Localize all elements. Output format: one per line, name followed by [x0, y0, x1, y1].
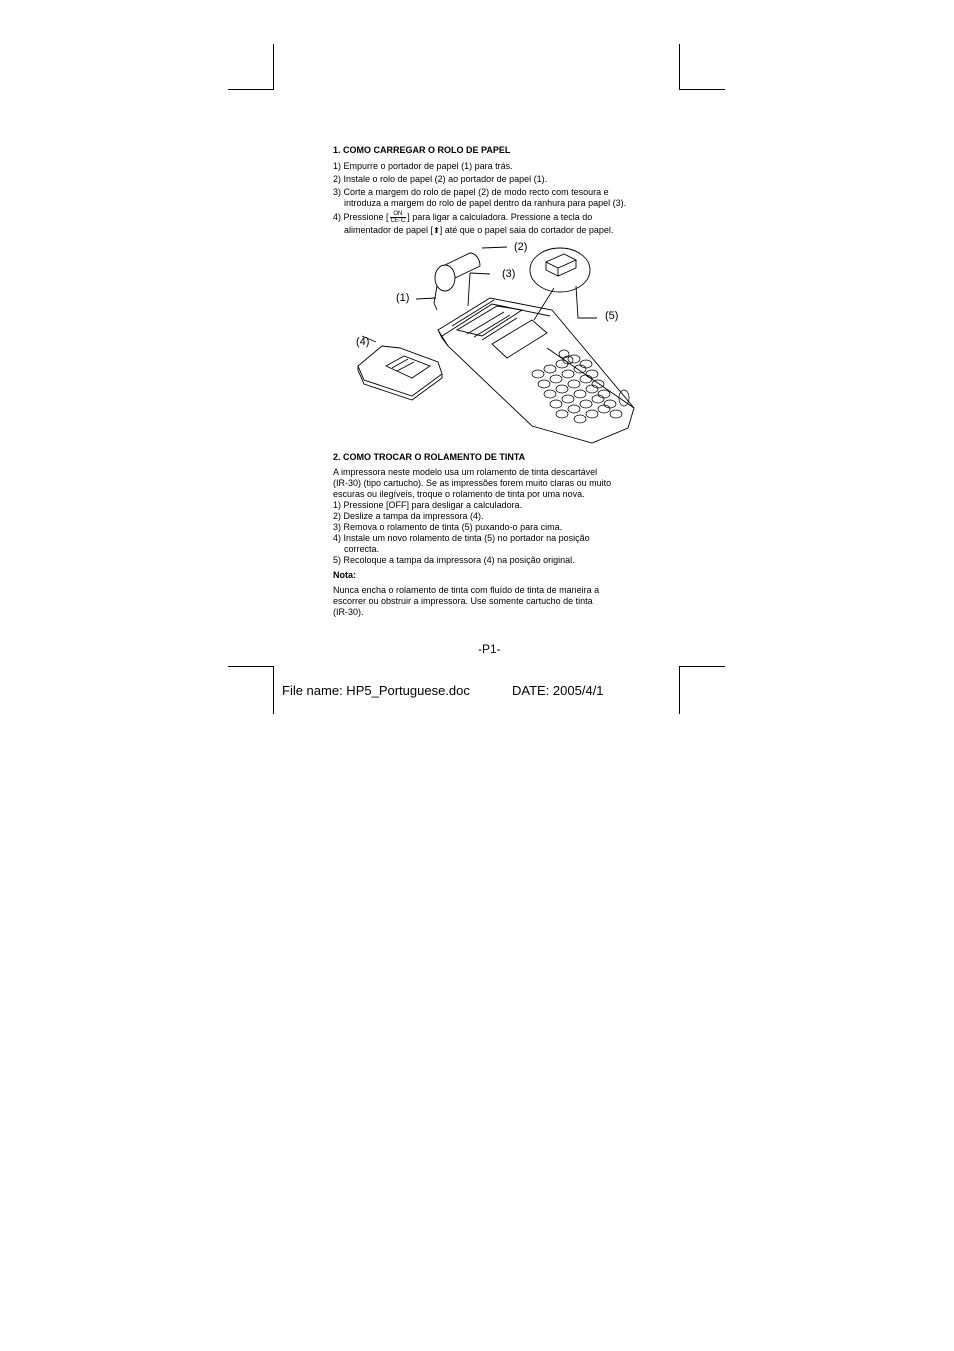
- note-line: Nunca encha o rolamento de tinta com fluído de tinta de maneira a: [333, 585, 600, 595]
- note-heading: Nota:: [333, 570, 356, 580]
- footer-file-name: File name: HP5_Portuguese.doc: [282, 683, 470, 698]
- callout-5: (5): [605, 310, 619, 322]
- crop-mark: [228, 89, 274, 90]
- step4-text-c: alimentador de papel [: [344, 225, 434, 235]
- note-line: escorrer ou obstruir a impressora. Use somente cartucho de tinta: [333, 596, 593, 606]
- step-item: 2) Deslize a tampa da impressora (4).: [333, 511, 484, 521]
- step-item: [333, 211, 592, 224]
- display-window: [492, 320, 547, 358]
- step-item: 1) Pressione [OFF] para desligar a calculadora.: [333, 500, 523, 510]
- key-cec-label: CE·C: [390, 218, 406, 224]
- ink-roller-zoom: [530, 248, 590, 292]
- keypad: [532, 350, 629, 423]
- step-item: 3) Corte a margem do rolo de papel (2) de modo recto com tesoura e: [333, 187, 609, 197]
- paper-roll-body: [445, 253, 480, 278]
- step-item: 1) Empurre o portador de papel (1) para trás.: [333, 161, 513, 171]
- step-item: 2) Instale o rolo de papel (2) ao portador de papel (1).: [333, 174, 548, 184]
- crop-mark: [273, 666, 274, 714]
- printer-cover: [358, 346, 442, 396]
- note-line: (IR-30).: [333, 607, 364, 617]
- footer-date: DATE: 2005/4/1: [512, 683, 604, 698]
- step-item-continued: [344, 225, 613, 236]
- crop-mark: [679, 89, 725, 90]
- key-on-label: ON: [390, 211, 407, 218]
- step4-text-d: ] até que o papel saia do cortador de papel.: [439, 225, 614, 235]
- paper-feed-icon: ⬆: [433, 226, 440, 235]
- intro-line: escuras ou ilegíveis, troque o rolamento de tinta por uma nova.: [333, 489, 585, 499]
- paper-roll-end: [435, 265, 455, 291]
- intro-line: (IR-30) (tipo cartucho). Se as impressões forem muito claras ou muito: [333, 478, 612, 488]
- intro-line: A impressora neste modelo usa um rolamento de tinta descartável: [333, 467, 598, 477]
- callout-1: (1): [396, 292, 410, 304]
- callout-2: (2): [514, 241, 528, 253]
- callout-line-5: [576, 286, 597, 318]
- on-ce-c-key: [390, 211, 407, 224]
- section2-heading: 2. COMO TROCAR O ROLAMENTO DE TINTA: [333, 452, 526, 462]
- crop-mark: [228, 666, 274, 667]
- callout-4: (4): [356, 336, 370, 348]
- step-item: 5) Recoloque a tampa da impressora (4) na posição original.: [333, 555, 575, 565]
- callout-3: (3): [502, 268, 516, 280]
- crop-mark: [679, 44, 680, 90]
- step-item-continued: introduza a margem do rolo de papel dentro da ranhura para papel (3).: [344, 198, 627, 208]
- step-item: 4) Instale um novo rolamento de tinta (5) no portador na posição: [333, 533, 590, 543]
- crop-mark: [679, 666, 680, 714]
- page-number: -P1-: [478, 642, 501, 656]
- step4-text-b: ] para ligar a calculadora. Pressione a tecla do: [407, 211, 593, 222]
- calculator-illustration: [342, 238, 642, 448]
- ink-roller-part: [546, 254, 576, 276]
- crop-mark: [273, 44, 274, 90]
- crop-mark: [679, 666, 725, 667]
- section1-heading: 1. COMO CARREGAR O ROLO DE PAPEL: [333, 145, 511, 155]
- step4-text-a: 4) Pressione [: [333, 211, 389, 222]
- step-item: 3) Remova o rolamento de tinta (5) puxando-o para cima.: [333, 522, 563, 532]
- step-item-continued: correcta.: [344, 544, 380, 554]
